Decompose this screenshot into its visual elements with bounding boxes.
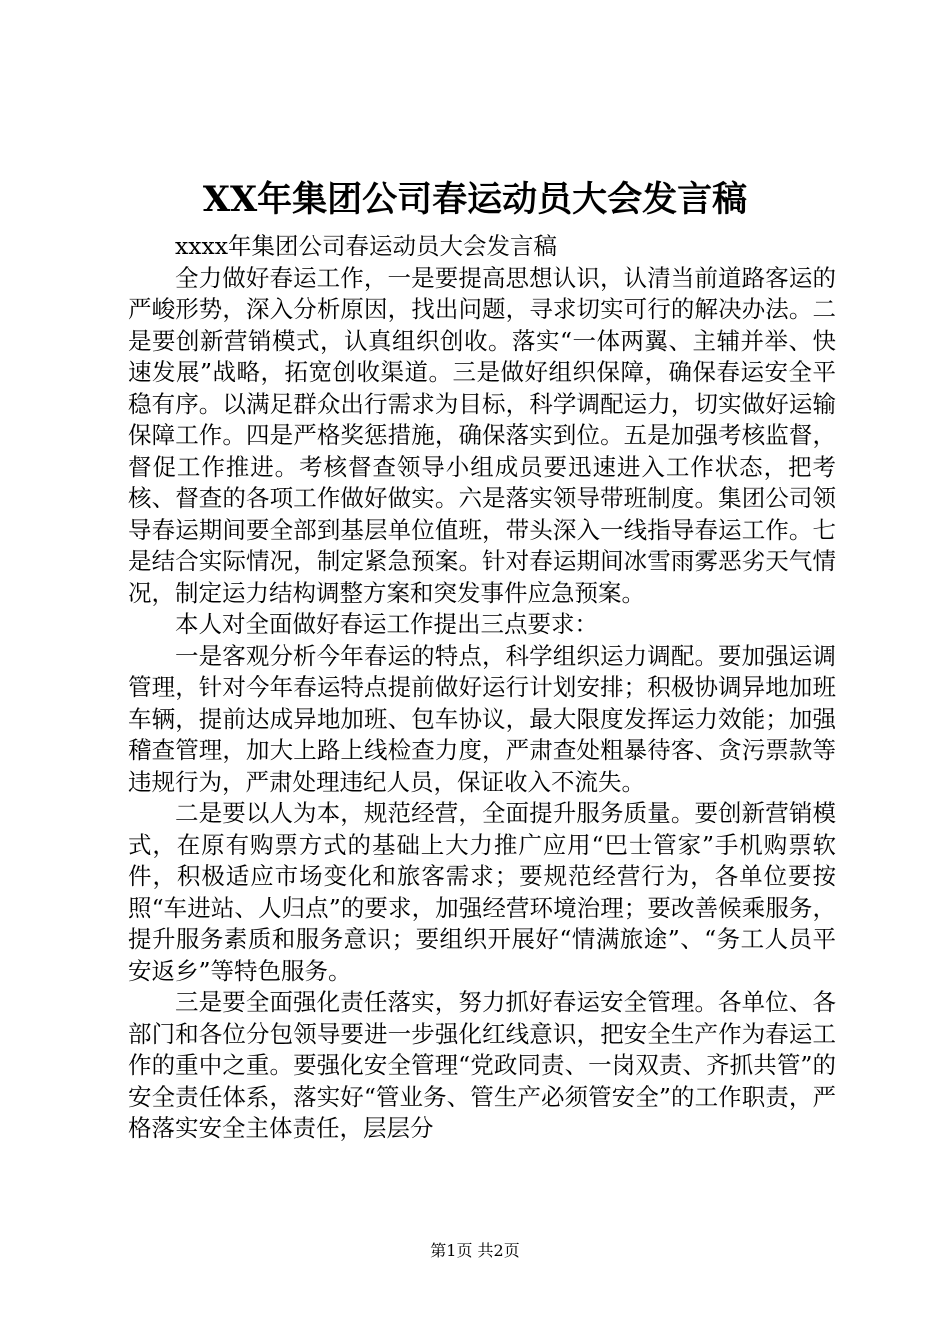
paragraph-requirements-intro: 本人对全面做好春运工作提出三点要求： (175, 610, 598, 638)
paragraph-requirement-1: 一是客观分析今年春运的特点，科学组织运力调配。要加强运调管理，针对今年春运特点提前做好运行计划安排；积极协调异地加班车辆，提前达成异地加班、包车协议，最大限度发挥运力效能；加强稽查管理，加大上路上线检查力度，严肃查处粗暴待客、贪污票款等违规行为，严肃处理违纪人员，保证收入不流失。 (128, 641, 836, 796)
page-number: 第1页 共2页 (430, 1241, 520, 1260)
document-title: XX年集团公司春运动员大会发言稿 (202, 179, 748, 220)
paragraph-requirement-2: 二是要以人为本，规范经营，全面提升服务质量。要创新营销模式，在原有购票方式的基础上大力推广应用“巴士管家”手机购票软件，积极适应市场变化和旅客需求；要规范经营行为，各单位要按照“车进站、人归点”的要求，加强经营环境治理；要改善候乘服务，提升服务素质和服务意识；要组织开展好“情满旅途”、“务工人员平安返乡”等特色服务。 (128, 799, 836, 985)
paragraph-overview: 全力做好春运工作，一是要提高思想认识，认清当前道路客运的严峻形势，深入分析原因，找出问题，寻求切实可行的解决办法。二是要创新营销模式，认真组织创收。落实“一体两翼、主辅并举、快速发展”战略，拓宽创收渠道。三是做好组织保障，确保春运安全平稳有序。以满足群众出行需求为目标，科学调配运力，切实做好运输保障工作。四是严格奖惩措施，确保落实到位。五是加强考核监督，督促工作推进。考核督查领导小组成员要迅速进入工作状态，把考核、督查的各项工作做好做实。六是落实领导带班制度。集团公司领导春运期间要全部到基层单位值班，带头深入一线指导春运工作。七是结合实际情况，制定紧急预案。针对春运期间冰雪雨雾恶劣天气情况，制定运力结构调整方案和突发事件应急预案。 (128, 263, 836, 607)
paragraph-subtitle: xxxx年集团公司春运动员大会发言稿 (175, 232, 558, 260)
paragraph-requirement-3: 三是要全面强化责任落实，努力抓好春运安全管理。各单位、各部门和各位分包领导要进一步强化红线意识，把安全生产作为春运工作的重中之重。要强化安全管理“党政同责、一岗双责、齐抓共管”的安全责任体系，落实好“管业务、管生产必须管安全”的工作职责，严格落实安全主体责任，层层分 (128, 988, 836, 1142)
document-body (128, 231, 836, 1145)
